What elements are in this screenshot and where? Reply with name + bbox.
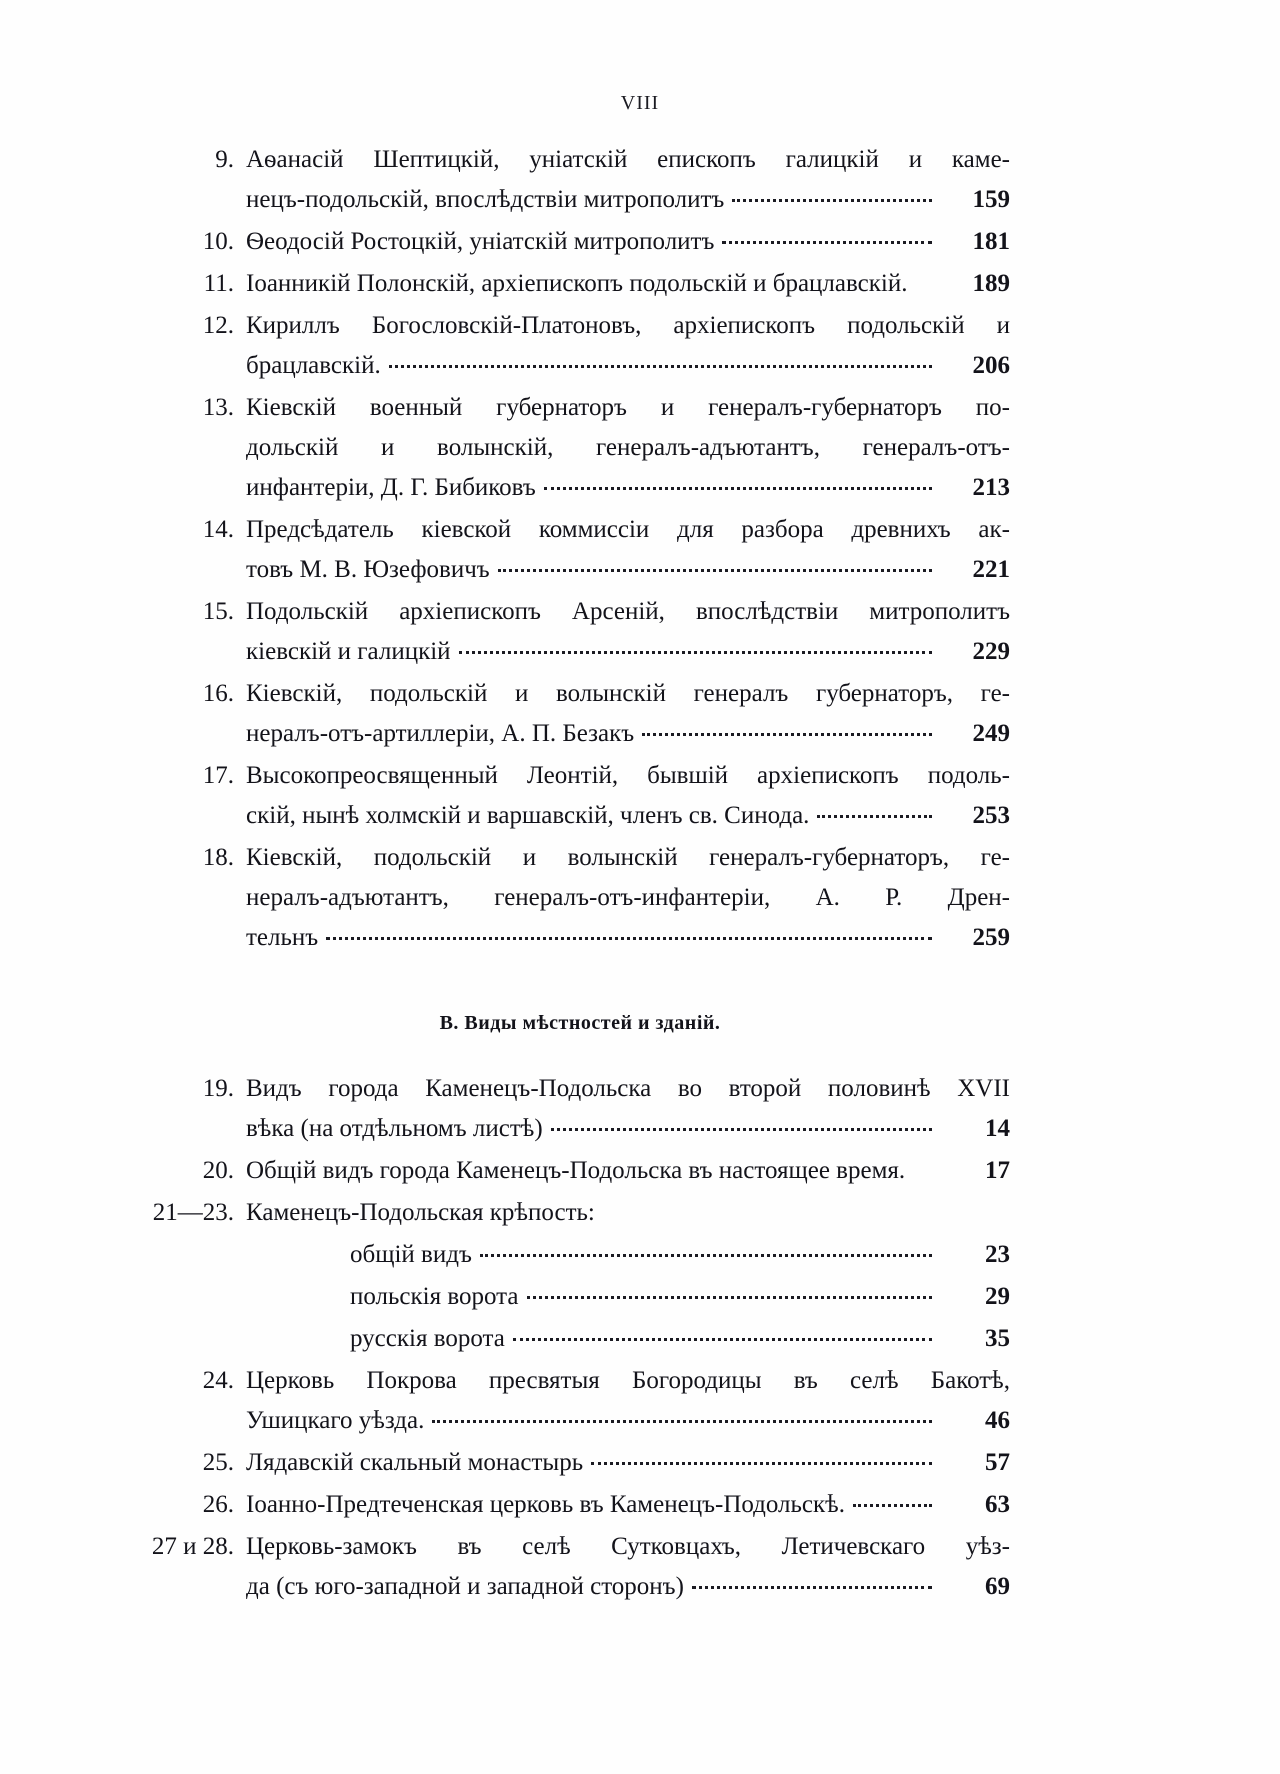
toc-entry-number: 26. xyxy=(202,1491,234,1518)
leader-dots xyxy=(459,651,932,654)
toc-entry-body xyxy=(246,388,1010,508)
toc-entry-number: 17. xyxy=(202,762,234,789)
toc-entry-page: 253 xyxy=(972,802,1010,829)
toc-entry[interactable] xyxy=(150,592,1010,672)
toc-entry-line xyxy=(246,1069,1010,1109)
toc-entry-number: 14. xyxy=(202,516,234,543)
toc-sub-entry-line xyxy=(350,1277,1010,1317)
toc-entry-page: 14 xyxy=(985,1115,1010,1142)
toc-entry-text: скій, нынѣ холмскій и варшавскій, членъ св. Синода. xyxy=(246,802,810,829)
toc-entry[interactable] xyxy=(150,306,1010,386)
toc-entry[interactable] xyxy=(150,222,1010,262)
toc-entry-line xyxy=(246,468,1010,508)
toc-entry-body xyxy=(246,222,1010,262)
toc-sub-entry-text: польскія ворота xyxy=(350,1283,519,1310)
toc-entry-text: инфантеріи, Д. Г. Бибиковъ xyxy=(246,474,536,501)
toc-entry-number: 24. xyxy=(202,1367,234,1394)
toc-entry-line xyxy=(246,1151,1010,1191)
toc-entry-line xyxy=(246,1193,1010,1233)
toc-entry-body xyxy=(246,1527,1010,1607)
toc-sub-entry[interactable] xyxy=(150,1319,1010,1359)
toc-entry-page: 69 xyxy=(985,1573,1010,1600)
toc-entry-line xyxy=(246,1443,1010,1483)
toc-entry[interactable] xyxy=(150,264,1010,304)
toc-entry[interactable] xyxy=(150,1361,1010,1441)
toc-entry-body xyxy=(246,1361,1010,1441)
toc-entry-body xyxy=(246,1485,1010,1525)
toc-entry-line xyxy=(246,714,1010,754)
toc-entry[interactable] xyxy=(150,1151,1010,1191)
toc-sub-entry-line xyxy=(350,1319,1010,1359)
leader-dots xyxy=(326,937,932,940)
toc-sub-entry-body xyxy=(350,1277,1010,1317)
toc-entry-body xyxy=(246,1069,1010,1149)
toc-entry-number: 19. xyxy=(202,1075,234,1102)
toc-entry[interactable] xyxy=(150,1069,1010,1149)
toc-entry-body xyxy=(246,1443,1010,1483)
toc-entry-body xyxy=(246,838,1010,958)
toc-entry-number: 9. xyxy=(215,146,234,173)
toc-sub-entry[interactable] xyxy=(150,1277,1010,1317)
toc-entry-line xyxy=(246,592,1010,632)
toc-entry-text: Кириллъ Богословскій-Платоновъ, архіепископъ подольскій и xyxy=(246,312,1010,339)
toc-entry-line xyxy=(246,756,1010,796)
leader-dots xyxy=(722,241,932,244)
toc-sub-entry-page: 23 xyxy=(985,1241,1010,1268)
toc-entry-number: 10. xyxy=(202,228,234,255)
toc-entry-page: 206 xyxy=(972,352,1010,379)
toc-entry-number: 21—23. xyxy=(152,1199,234,1226)
leader-dots xyxy=(389,365,932,368)
leader-dots xyxy=(853,1504,932,1507)
toc-entry-number: 11. xyxy=(203,270,234,297)
toc-entry-line xyxy=(246,674,1010,714)
toc-entry-number: 27 и 28. xyxy=(151,1533,234,1560)
toc-entry-page: 229 xyxy=(972,638,1010,665)
toc-entry-text: тельнъ xyxy=(246,924,319,951)
leader-dots xyxy=(432,1420,932,1423)
toc-root xyxy=(150,140,1010,1607)
toc-entry-text: Подольскій архіепископъ Арсеній, впослѣдствіи митрополитъ xyxy=(246,598,1010,625)
toc-entry-page: 189 xyxy=(972,270,1010,297)
toc-entry-line xyxy=(246,428,1010,468)
toc-entry-text: Кіевскій военный губернаторъ и генералъ-губернаторъ по- xyxy=(246,394,1010,421)
toc-entry-body xyxy=(246,140,1010,220)
toc-entry-number: 15. xyxy=(202,598,234,625)
toc-entry-text: нералъ-адъютантъ, генералъ-отъ-инфантеріи, А. Р. Дрен- xyxy=(246,884,1010,911)
toc-entry-line xyxy=(246,1109,1010,1149)
toc-sub-entry-text: русскія ворота xyxy=(350,1325,505,1352)
leader-dots xyxy=(513,1338,932,1341)
toc-entry-body xyxy=(246,674,1010,754)
toc-entry-body xyxy=(246,1151,1010,1191)
toc-entry-text: Видъ города Каменецъ-Подольска во второй половинѣ XVII xyxy=(246,1075,1010,1102)
toc-entry-text: Кіевскій, подольскій и волынскій генералъ губернаторъ, ге- xyxy=(246,680,1010,707)
toc-sub-entry-page: 29 xyxy=(985,1283,1010,1310)
toc-entry-text: Іоанникій Полонскій, архіепископъ подольскій и брацлавскій. xyxy=(246,270,908,297)
toc-entry-line xyxy=(246,346,1010,386)
toc-entry[interactable] xyxy=(150,140,1010,220)
toc-entry-text: вѣка (на отдѣльномъ листѣ) xyxy=(246,1115,543,1142)
toc-entry-text: Кіевскій, подольскій и волынскій генералъ-губернаторъ, ге- xyxy=(246,844,1010,871)
toc-sub-entry[interactable] xyxy=(150,1235,1010,1275)
toc-entry-body xyxy=(246,756,1010,836)
toc-entry-line xyxy=(246,1527,1010,1567)
leader-dots xyxy=(527,1296,933,1299)
toc-entry-line xyxy=(246,632,1010,672)
toc-entry-line xyxy=(246,1485,1010,1525)
leader-dots xyxy=(642,733,932,736)
toc-entry-number: 13. xyxy=(202,394,234,421)
toc-entry[interactable] xyxy=(150,1527,1010,1607)
section-heading: B. Виды мѣстностей и зданій. xyxy=(439,1012,721,1034)
toc-entry-body xyxy=(246,1193,1010,1233)
toc-entry-line xyxy=(246,388,1010,428)
toc-sub-entry-body xyxy=(350,1319,1010,1359)
toc-entry-text: Лядавскій скальный монастырь xyxy=(246,1449,584,1476)
leader-dots xyxy=(692,1586,932,1589)
toc-sub-entry-text: общій видъ xyxy=(350,1241,472,1268)
toc-entry-text: Церковь-замокъ въ селѣ Сутковцахъ, Летичевскаго уѣз- xyxy=(246,1533,1010,1560)
toc-entry[interactable] xyxy=(150,1485,1010,1525)
toc-entry-page: 221 xyxy=(972,556,1010,583)
toc-entry[interactable] xyxy=(150,1443,1010,1483)
toc-entry-page: 17 xyxy=(985,1157,1010,1184)
toc-entry-line xyxy=(246,838,1010,878)
toc-entry-page: 249 xyxy=(972,720,1010,747)
toc-entry[interactable] xyxy=(150,388,1010,508)
toc-entry-text: Предсѣдатель кіевской коммиссіи для разбора древнихъ ак- xyxy=(246,516,1010,543)
leader-dots xyxy=(480,1254,932,1257)
toc-entry-page: 63 xyxy=(985,1491,1010,1518)
toc-entry-text: Ушицкаго уѣзда. xyxy=(246,1407,425,1434)
toc-entry-number: 18. xyxy=(202,844,234,871)
toc-entry-line xyxy=(246,306,1010,346)
toc-entry-line xyxy=(246,264,1010,304)
leader-dots xyxy=(591,1462,932,1465)
table-of-contents xyxy=(150,140,1010,1609)
toc-entry-body xyxy=(246,592,1010,672)
toc-entry[interactable] xyxy=(150,756,1010,836)
toc-entry-text: Высокопреосвященный Леонтій, бывшій архіепископъ подоль- xyxy=(246,762,1010,789)
leader-dots xyxy=(732,199,932,202)
toc-entry-line xyxy=(246,140,1010,180)
toc-entry-line xyxy=(246,878,1010,918)
toc-entry-number: 25. xyxy=(202,1449,234,1476)
toc-entry-line xyxy=(246,918,1010,958)
toc-entry-text: товъ М. В. Юзефовичъ xyxy=(246,556,490,583)
toc-entry-page: 213 xyxy=(972,474,1010,501)
toc-entry-line xyxy=(246,222,1010,262)
toc-sub-entry-body xyxy=(350,1235,1010,1275)
toc-entry-line xyxy=(246,1361,1010,1401)
leader-dots xyxy=(551,1128,932,1131)
toc-entry-body xyxy=(246,264,1010,304)
toc-entry-page: 181 xyxy=(972,228,1010,255)
toc-entry-body xyxy=(246,510,1010,590)
toc-entry-text: Іоанно-Предтеченская церковь въ Каменецъ-Подольскѣ. xyxy=(246,1491,845,1518)
toc-entry-body xyxy=(246,306,1010,386)
toc-entry-text: Аѳанасій Шептицкій, уніатскій епископъ галицкій и каме- xyxy=(246,146,1010,173)
toc-entry-page: 57 xyxy=(985,1449,1010,1476)
toc-sub-entry-line xyxy=(350,1235,1010,1275)
toc-entry-text: брацлавскій. xyxy=(246,352,381,379)
toc-entry-line xyxy=(246,1401,1010,1441)
toc-entry-text: Ѳеодосій Ростоцкій, уніатскій митрополитъ xyxy=(246,228,715,255)
toc-entry[interactable] xyxy=(150,838,1010,958)
toc-entry-line xyxy=(246,180,1010,220)
toc-entry-number: 20. xyxy=(202,1157,234,1184)
toc-entry-line xyxy=(246,1567,1010,1607)
toc-entry-text: да (съ юго-западной и западной сторонъ) xyxy=(246,1573,684,1600)
toc-entry-line xyxy=(246,796,1010,836)
toc-entry-text: Общій видъ города Каменецъ-Подольска въ настоящее время. xyxy=(246,1157,906,1184)
toc-entry-line xyxy=(246,550,1010,590)
toc-entry-text: Церковь Покрова пресвятыя Богородицы въ селѣ Бакотѣ, xyxy=(246,1367,1010,1394)
toc-entry-page: 46 xyxy=(985,1407,1010,1434)
toc-entry-line xyxy=(246,510,1010,550)
toc-entry[interactable] xyxy=(150,674,1010,754)
toc-entry-text: нералъ-отъ-артиллеріи, А. П. Безакъ xyxy=(246,720,635,747)
toc-entry-text: Каменецъ-Подольская крѣпость: xyxy=(246,1199,595,1226)
toc-entry-number: 16. xyxy=(202,680,234,707)
leader-dots xyxy=(498,569,932,572)
toc-entry-text: нецъ-подольскій, впослѣдствіи митрополитъ xyxy=(246,186,725,213)
toc-entry[interactable] xyxy=(150,510,1010,590)
toc-entry-number: 12. xyxy=(202,312,234,339)
leader-dots xyxy=(817,815,932,818)
toc-entry[interactable] xyxy=(150,1193,1010,1233)
toc-sub-entry-page: 35 xyxy=(985,1325,1010,1352)
page-folio: VIII xyxy=(620,92,660,114)
toc-entry-text: дольскій и волынскій, генералъ-адъютантъ, генералъ-отъ- xyxy=(246,434,1010,461)
toc-entry-text: кіевскій и галицкій xyxy=(246,638,451,665)
toc-entry-page: 259 xyxy=(972,924,1010,951)
toc-entry-page: 159 xyxy=(972,186,1010,213)
leader-dots xyxy=(544,487,932,490)
